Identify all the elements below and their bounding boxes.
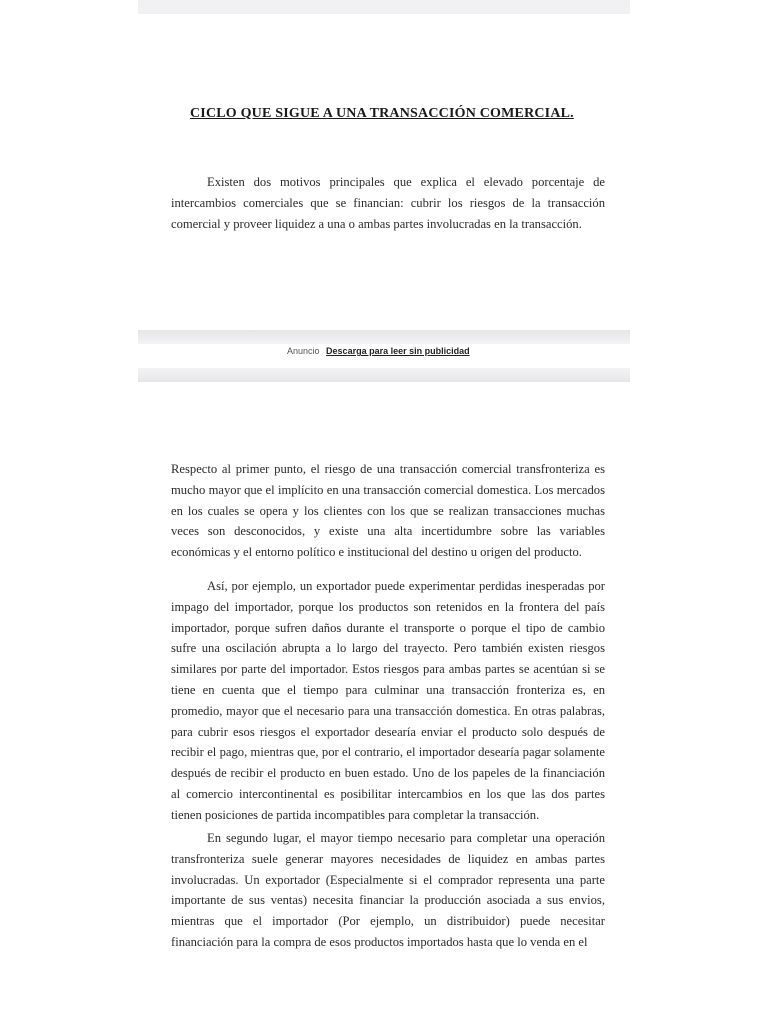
page-top-edge <box>138 0 630 14</box>
ad-banner-top-edge <box>138 330 630 344</box>
page-title: CICLO QUE SIGUE A UNA TRANSACCIÓN COMERCIAL. <box>190 106 574 121</box>
ad-banner <box>287 346 470 356</box>
ad-banner-bottom-edge <box>138 368 630 382</box>
body-paragraph-1: Respecto al primer punto, el riesgo de una transacción comercial transfronteriza es mucho mayor que el implícito en una transacción comercial domestica. Los mercados en los cuales se opera y los clientes con los que se realizan transacciones muchas veces son desconocidos, y existe una alta incertidumbre sobre las variables económicas y el entorno político e institucional del destino u origen del producto. <box>171 462 605 560</box>
body-paragraph-2: Así, por ejemplo, un exportador puede experimentar perdidas inesperadas por impago del importador, porque los productos son retenidos en la frontera del país importador, porque sufren daños durante el transporte o porque el tipo de cambio sufre una oscilación abrupta a lo largo del trayecto. Pero también existen riesgos similares por parte del importador. Estos riesgos para ambas partes se acentúan si se tiene en cuenta que el tiempo para culminar una transacción fronteriza es, en promedio, mayor que el necesario para una transacción domestica. En otras palabras, para cubrir esos riesgos el exportador desearía enviar el producto solo después de recibir el pago, mientras que, por el contrario, el importador desearía pagar solamente después de recibir el producto en buen estado. Uno de los papeles de la financiación al comercio intercontinental es posibilitar intercambios en los que las dos partes tienen posiciones de partida incompatibles para completar la transacción. <box>171 579 605 822</box>
body-paragraph-3: En segundo lugar, el mayor tiempo necesario para completar una operación transfronteriza suele generar mayores necesidades de liquidez en ambas partes involucradas. Un exportador (Especialmente si el comprador representa una parte importante de sus ventas) necesita financiar la producción asociada a sus envios, mientras que el importador (Por ejemplo, un distribuidor) puede necesitar financiación para la compra de esos productos importados hasta que lo venda en el <box>171 831 605 949</box>
download-without-ads-link[interactable]: Descarga para leer sin publicidad <box>326 346 470 356</box>
intro-paragraph: Existen dos motivos principales que explica el elevado porcentaje de intercambios comerciales que se financian: cubrir los riesgos de la transacción comercial y proveer liquidez a una o ambas partes involucradas en la transacción. <box>171 175 605 231</box>
ad-label: Anuncio <box>287 346 320 356</box>
